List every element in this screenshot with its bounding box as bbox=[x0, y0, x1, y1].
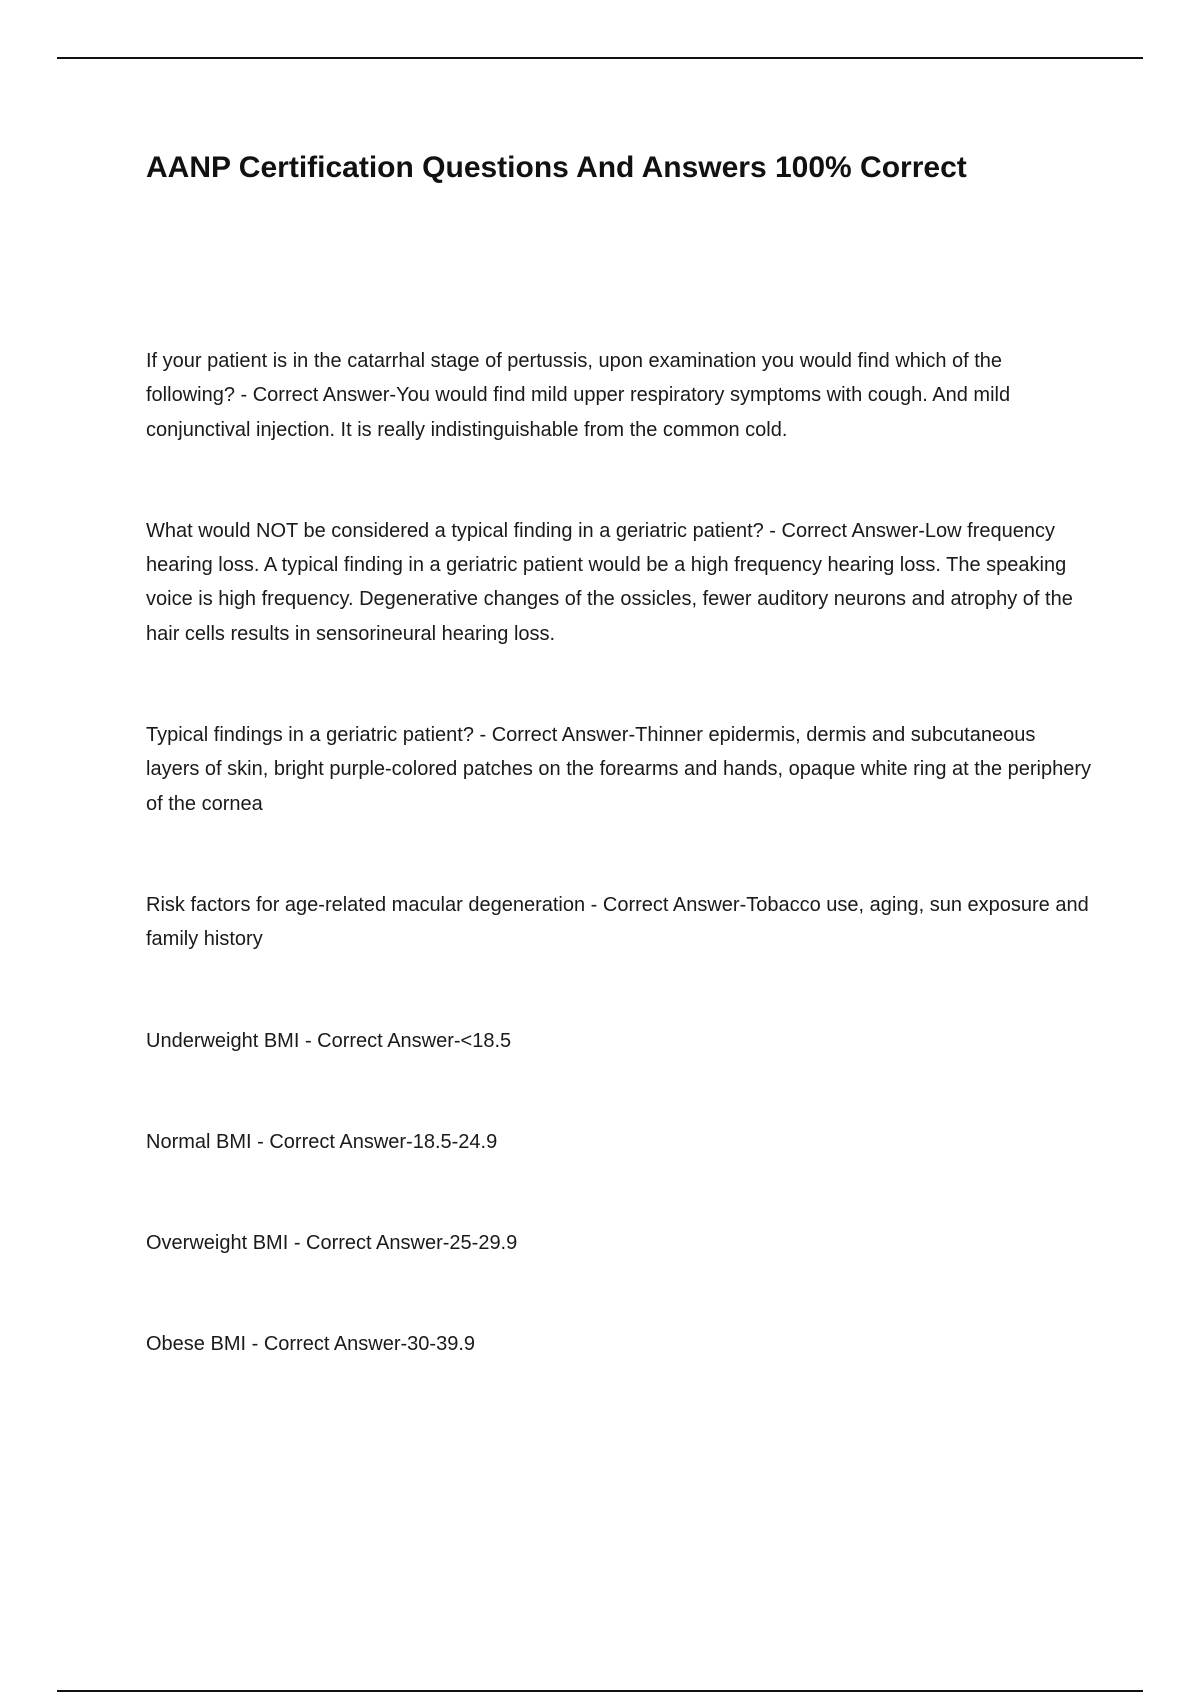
qa-item-macular-degeneration: Risk factors for age-related macular degeneration - Correct Answer-Tobacco use, aging, sun exposure and family history bbox=[146, 893, 1089, 951]
qa-list bbox=[146, 344, 1091, 1362]
top-rule bbox=[57, 57, 1143, 59]
qa-item-overweight-bmi: Overweight BMI - Correct Answer-25-29.9 bbox=[146, 1232, 518, 1255]
qa-item-normal-bmi: Normal BMI - Correct Answer-18.5-24.9 bbox=[146, 1130, 498, 1153]
bottom-rule bbox=[57, 1690, 1143, 1692]
qa-item-underweight-bmi: Underweight BMI - Correct Answer-<18.5 bbox=[146, 1029, 512, 1052]
qa-item-obese-bmi: Obese BMI - Correct Answer-30-39.9 bbox=[146, 1333, 476, 1356]
document-title: AANP Certification Questions And Answers 100% Correct bbox=[146, 151, 967, 184]
qa-item-geriatric-findings: Typical findings in a geriatric patient? - Correct Answer-Thinner epidermis, dermis and subcutaneous layers of skin, bright purple-colored patches on the forearms and hands, opaque white ring at the periphery of the cornea bbox=[146, 724, 1091, 815]
qa-item-geriatric-hearing: What would NOT be considered a typical finding in a geriatric patient? - Correct Answer-Low frequency hearing loss. A typical finding in a geriatric patient would be a high frequency hearing loss. The speaking voice is high frequency. Degenerative changes of the ossicles, fewer auditory neurons and atrophy of the hair cells results in sensorineural hearing loss. bbox=[146, 519, 1073, 645]
qa-item-pertussis: If your patient is in the catarrhal stage of pertussis, upon examination you would find which of the following? - Correct Answer-You would find mild upper respiratory symptoms with cough. And mild conjunctival injection. It is really indistinguishable from the common cold. bbox=[146, 350, 1011, 441]
